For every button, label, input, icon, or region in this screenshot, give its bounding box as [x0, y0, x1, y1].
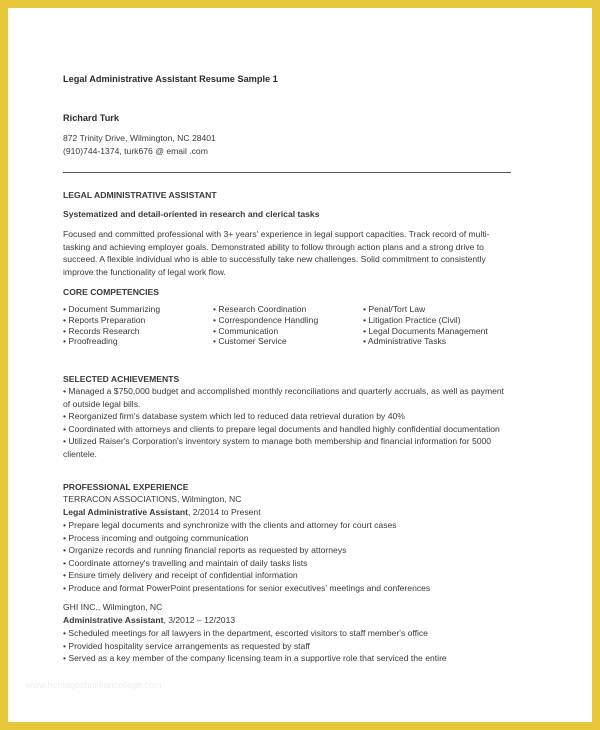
job-title-heading: LEGAL ADMINISTRATIVE ASSISTANT — [63, 190, 217, 200]
duty-item: • Organize records and running financial reports as requested by attorneys — [63, 545, 347, 556]
duty-item: • Scheduled meetings for all lawyers in the department, escorted visitors to staff member's office — [63, 628, 428, 638]
competency-item: • Penal/Tort Law — [363, 304, 426, 314]
achievement-item: • Managed a $750,000 budget and accomplished monthly reconciliations and quarterly accruals, as well as payment of outside legal bills. — [63, 386, 505, 409]
duty-item: • Ensure timely delivery and receipt of confidential information — [63, 570, 298, 581]
job-2-dates: , 3/2012 – 12/2013 — [163, 615, 236, 625]
competencies-column-3 — [363, 304, 488, 347]
job-2-company: GHI INC., Wilmington, NC — [63, 602, 163, 612]
job-1-duties — [63, 519, 513, 595]
address-line: 872 Trinity Drive, Wilmington, NC 28401 — [63, 133, 216, 143]
achievement-item: • Utilized Raiser's Corporation's inventory system to manage both membership and financial information for 5000 clientele. — [63, 436, 492, 459]
competency-item: • Customer Service — [213, 336, 287, 347]
competency-item: • Research Coordination — [213, 304, 307, 314]
watermark: www.heritagechristiancollege.com — [26, 680, 162, 690]
candidate-name: Richard Turk — [63, 113, 119, 123]
duty-item: • Prepare legal documents and synchronize with the clients and attorney for court cases — [63, 520, 397, 530]
duty-item: • Provided hospitality service arrangements as requested by staff — [63, 640, 310, 651]
competency-item: • Administrative Tasks — [363, 336, 447, 347]
core-competencies-heading: CORE COMPETENCIES — [63, 287, 159, 297]
document-title: Legal Administrative Assistant Resume Sample 1 — [63, 74, 278, 84]
job-1-company: TERRACON ASSOCIATIONS, Wilmington, NC — [63, 494, 242, 504]
competency-item: • Proofreading — [63, 336, 118, 347]
achievement-item: • Coordinated with attorneys and clients to prepare legal documents and handled highly confidential documentation — [63, 423, 500, 434]
job-2-duties — [63, 627, 513, 665]
job-1-dates: , 2/2014 to Present — [187, 507, 261, 517]
tagline: Systematized and detail-oriented in research and clerical tasks — [63, 209, 320, 219]
competency-item: • Correspondence Handling — [213, 314, 319, 325]
achievement-item: • Reorganized firm's database system which led to reduced data retrieval duration by 40% — [63, 411, 405, 422]
competency-item: • Legal Documents Management — [363, 325, 488, 336]
duty-item: • Produce and format PowerPoint presentations for senior executives' meetings and conferences — [63, 582, 431, 593]
competency-item: • Document Summarizing — [63, 304, 161, 314]
competency-item: • Records Research — [63, 325, 140, 336]
competency-item: • Communication — [213, 325, 279, 336]
competency-item: • Litigation Practice (Civil) — [363, 314, 461, 325]
resume-page — [8, 8, 592, 722]
competencies-column-2 — [213, 304, 318, 347]
competency-item: • Reports Preparation — [63, 314, 146, 325]
header-divider — [63, 172, 511, 173]
job-2-role: Administrative Assistant — [63, 615, 164, 625]
job-1-role: Legal Administrative Assistant — [63, 507, 188, 517]
job-1-title — [63, 506, 261, 519]
duty-item: • Served as a key member of the company licensing team in a supportive role that serviced the entire — [63, 653, 447, 664]
summary-paragraph: Focused and committed professional with 3+ years' experience in legal support capacities. Track record of multi-tasking and achieving employer goals. Demonstrated ability to follow through action plans and a strong drive to succeed. A flexible individual who is able to successfully take new challenges. Solid commitment to consistently improve the functionality of legal work flow. — [63, 229, 490, 277]
contact-line: (910)744-1374, turk676 @ email .com — [63, 146, 208, 156]
experience-heading: PROFESSIONAL EXPERIENCE — [63, 482, 189, 492]
duty-item: • Coordinate attorney's travelling and maintain of daily tasks lists — [63, 557, 308, 568]
achievements-list — [63, 385, 513, 461]
competencies-column-1 — [63, 304, 160, 347]
job-2-title — [63, 614, 235, 627]
achievements-heading: SELECTED ACHIEVEMENTS — [63, 374, 180, 384]
duty-item: • Process incoming and outgoing communication — [63, 532, 249, 543]
